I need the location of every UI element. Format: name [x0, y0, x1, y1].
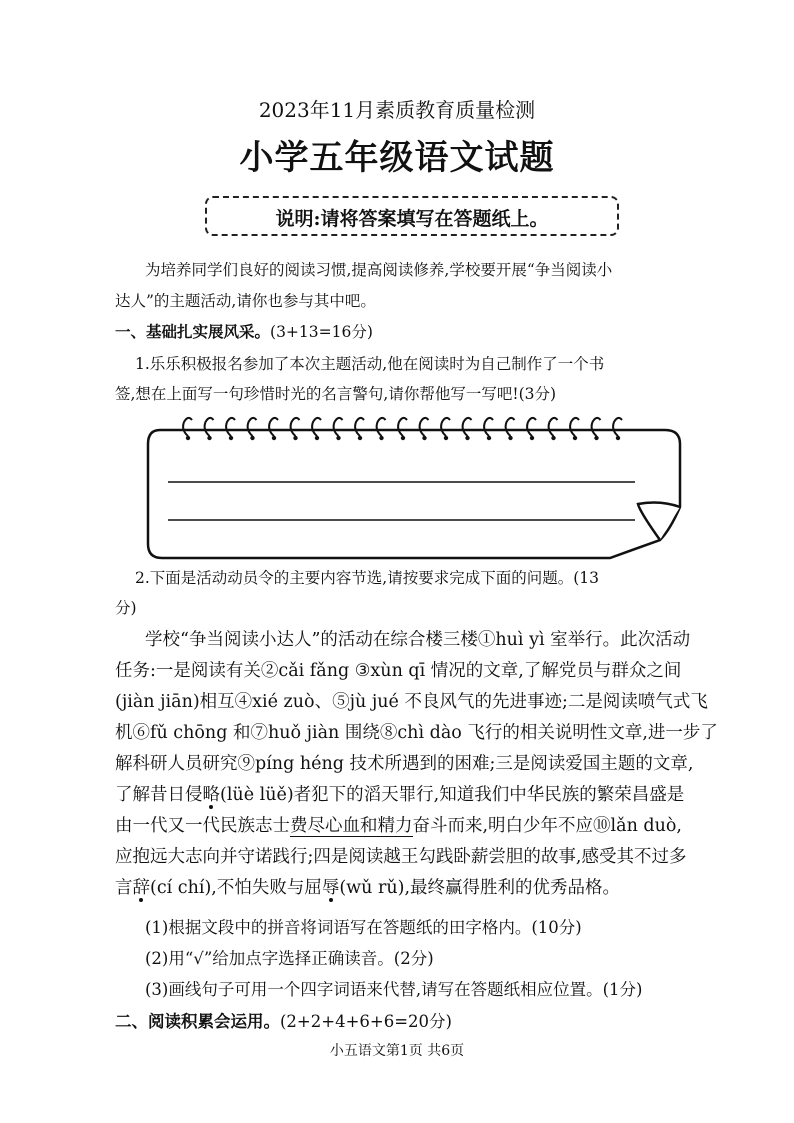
binding-hole	[293, 436, 297, 440]
exam-title: 2023年11月素质教育质量检测	[258, 98, 536, 122]
binding-hole	[315, 436, 319, 440]
q2-line-2: 分)	[115, 599, 137, 617]
intro-line-2: 达人”的主题活动,请你也参与其中吧。	[115, 292, 376, 310]
passage-6b: (lüè lüě)者犯下的滔天罪行,知道我们中华民族的繁荣昌盛是	[220, 785, 685, 805]
passage-line-2: 任务:一是阅读有关②cǎi fǎng ③xùn qī 情况的文章,了解党员与群众之间	[115, 661, 682, 681]
notice-box	[205, 196, 619, 236]
bookmark-outline	[148, 430, 680, 558]
bookmark-illustration	[140, 412, 685, 572]
section-2-heading	[115, 1008, 452, 1032]
binding-hole	[336, 436, 340, 440]
binding-hole	[444, 436, 448, 440]
dotted-char-ru: 辱	[321, 878, 340, 898]
passage-7b: 奋斗而来,明白少年不应⑩lǎn duò,	[412, 816, 682, 836]
section-2-title: 二、阅读积累会运用。	[115, 1012, 280, 1031]
binding-hole	[186, 436, 190, 440]
section-1-title: 一、基础扎实展风采。	[115, 322, 271, 341]
passage-line-6	[115, 780, 725, 811]
binding-hole	[508, 436, 512, 440]
section-1-heading	[115, 320, 373, 342]
binding-hole	[379, 436, 383, 440]
passage-line-8: 应抱远大志向并守诺践行;四是阅读越王勾践卧薪尝胆的故事,感受其不过多	[115, 847, 687, 867]
passage-line-9	[115, 873, 725, 904]
dotted-char-ci: 辞	[132, 878, 150, 898]
binding-hole	[530, 436, 534, 440]
binding-hole	[465, 436, 469, 440]
binding-hole	[551, 436, 555, 440]
passage-9a: 言	[115, 878, 133, 898]
main-title: 小学五年级语文试题	[239, 138, 555, 178]
binding-hole	[229, 436, 233, 440]
subquestion-1: (1)根据文段中的拼音将词语写在答题纸的田字格内。(10分)	[145, 918, 582, 937]
binding-hole	[616, 436, 620, 440]
binding-hole	[401, 436, 405, 440]
q1-line-2: 签,想在上面写一句珍惜时光的名言警句,请你帮他写一写吧!(3分)	[115, 385, 557, 403]
binding-hole	[272, 436, 276, 440]
intro-line-1: 为培养同学们良好的阅读习惯,提高阅读修养,学校要开展“争当阅读小	[145, 261, 613, 279]
q2-line-1: 2.下面是活动动员令的主要内容节选,请按要求完成下面的问题。(13	[135, 569, 599, 587]
binding-hole	[207, 436, 211, 440]
passage-6a: 了解昔日侵	[115, 785, 203, 805]
passage-line-4: 机⑥fǔ chōng 和⑦huǒ jiàn 围绕⑧chì dào 飞行的相关说明性文章,进一步了	[115, 723, 718, 743]
dotted-char-lue: 略	[202, 785, 220, 805]
passage-line-3: (jiàn jiān)相互④xié zuò、⑤jù jué 不良风气的先进事迹;二是阅读喷气式飞	[115, 692, 708, 712]
subquestion-3: (3)画线句子可用一个四字词语来代替,请写在答题纸相应位置。(1分)	[145, 980, 643, 999]
q1-line-1: 1.乐乐积极报名参加了本次主题活动,他在阅读时为自己制作了一个书	[135, 355, 605, 373]
binding-hole	[487, 436, 491, 440]
binding-hole	[358, 436, 362, 440]
underlined-phrase: 费尽心血和精力	[290, 816, 413, 836]
passage-7a: 由一代又一代民族志士	[115, 816, 290, 836]
binding-hole	[573, 436, 577, 440]
passage-line-5: 解科研人员研究⑨píng héng 技术所遇到的困难;三是阅读爱国主题的文章,	[115, 754, 694, 774]
passage-line-1: 学校“争当阅读小达人”的活动在综合楼三楼①huì yì 室举行。此次活动	[145, 630, 691, 650]
section-1-score: (3+13=16分)	[270, 323, 373, 341]
notice-text: 说明:请将答案填写在答题纸上。	[275, 208, 549, 230]
subquestion-2: (2)用“√”给加点字选择正确读音。(2分)	[145, 949, 434, 968]
passage-9b: (cí chí),不怕失败与屈	[150, 878, 322, 898]
passage-9c: (wǔ rǔ),最终赢得胜利的优秀品格。	[339, 878, 621, 898]
section-2-score: (2+2+4+6+6=20分)	[280, 1012, 452, 1031]
passage-line-7	[115, 811, 725, 842]
binding-hole	[594, 436, 598, 440]
binding-hole	[422, 436, 426, 440]
page-footer: 小五语文第1页 共6页	[329, 1043, 465, 1059]
binding-hole	[250, 436, 254, 440]
